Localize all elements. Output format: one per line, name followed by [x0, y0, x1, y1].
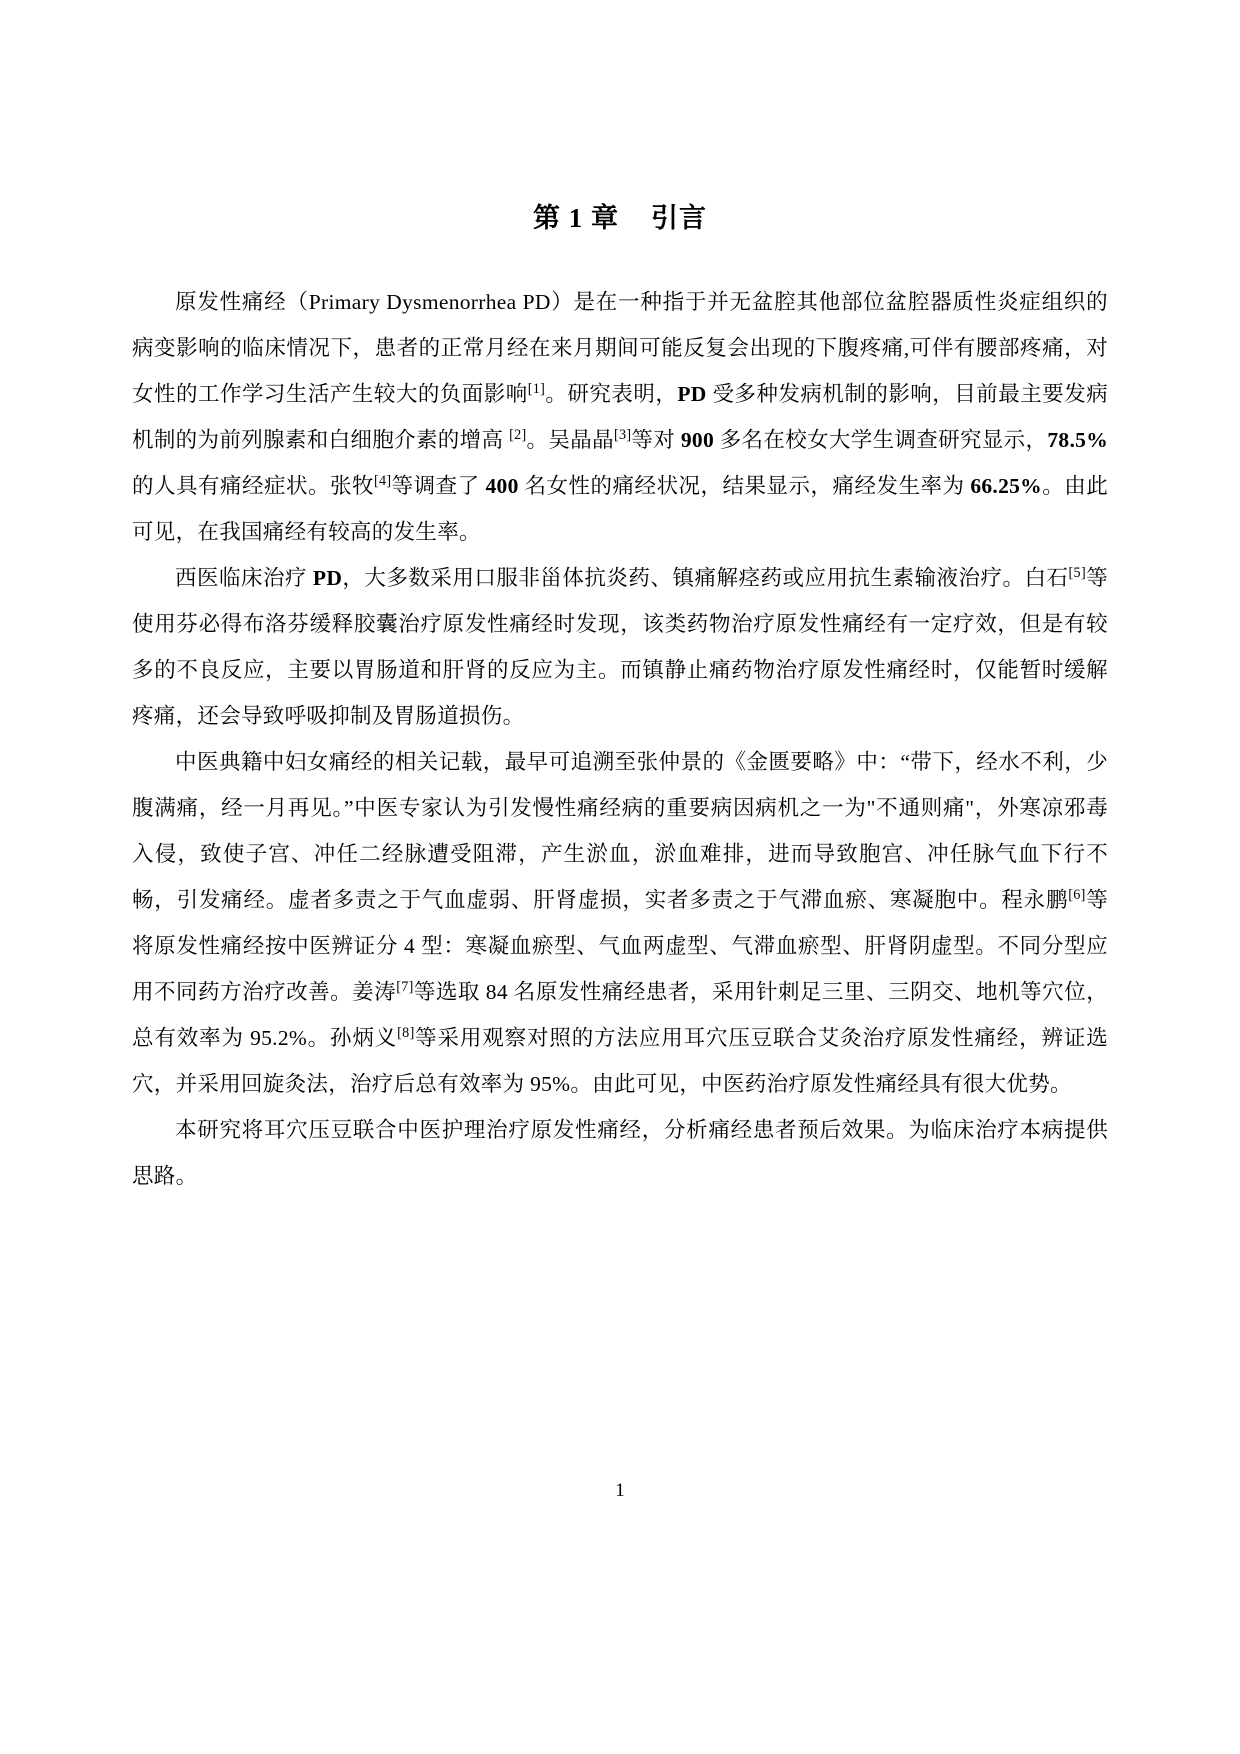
- page-content: [132, 196, 1108, 1199]
- paragraph-1: [132, 279, 1108, 555]
- paragraph-text: 原发性痛经（Primary Dysmenorrhea PD）是在一种指于并无盆腔其他部位盆腔器质性炎症组织的病变影响的临床情况下，患者的正常月经在来月期间可能反复会出现的下腹疼痛,可伴有腰部疼痛，对女性的工作学习生活产生较大的负面影响[1]。研究表明，PD 受多种发病机制的影响，目前最主要发病机制的为前列腺素和白细胞介素的增高 [2]。吴晶晶[3]等对 900 多名在校女大学生调查研究显示，78.5%的人具有痛经症状。张牧[4]等调查了 400 名女性的痛经状况，结果显示，痛经发生率为 66.25%。由此可见，在我国痛经有较高的发生率。: [132, 290, 1108, 544]
- paragraph-3: [132, 739, 1108, 1107]
- reference-marker-5: [5]: [1068, 564, 1086, 581]
- chapter-title-left: 第 1 章: [533, 203, 619, 233]
- page-number: 1: [615, 1480, 625, 1501]
- reference-marker-6: [6]: [1068, 886, 1086, 903]
- chapter-title-right: 引言: [651, 203, 707, 233]
- reference-marker-8: [8]: [397, 1024, 415, 1041]
- reference-marker-4: [4]: [373, 472, 392, 489]
- paragraph-2: [132, 555, 1108, 739]
- page-title: [132, 196, 1108, 235]
- paragraph-4: [132, 1107, 1108, 1199]
- reference-marker-3: [3]: [613, 426, 632, 443]
- paragraph-text: 西医临床治疗 PD，大多数采用口服非甾体抗炎药、镇痛解痉药或应用抗生素输液治疗。白石[5]等使用芬必得布洛芬缓释胶囊治疗原发性痛经时发现，该类药物治疗原发性痛经有一定疗效，但是有较多的不良反应，主要以胃肠道和肝肾的反应为主。而镇静止痛药物治疗原发性痛经时，仅能暂时缓解疼痛，还会导致呼吸抑制及胃肠道损伤。: [132, 564, 1108, 728]
- reference-marker-1: [1]: [527, 380, 546, 397]
- reference-marker-2: [2]: [509, 426, 527, 443]
- reference-marker-7: [7]: [396, 978, 414, 995]
- paragraph-text: 中医典籍中妇女痛经的相关记载，最早可追溯至张仲景的《金匮要略》中：“带下，经水不利，少腹满痛，经一月再见。”中医专家认为引发慢性痛经病的重要病因病机之一为"不通则痛"，外寒凉邪毒入侵，致使子宫、冲任二经脉遭受阻滞，产生淤血，淤血难排，进而导致胞宫、冲任脉气血下行不畅，引发痛经。虚者多责之于气血虚弱、肝肾虚损，实者多责之于气滞血瘀、寒凝胞中。程永鹏[6]等将原发性痛经按中医辨证分 4 型：寒凝血瘀型、气血两虚型、气滞血瘀型、肝肾阴虚型。不同分型应用不同药方治疗改善。姜涛[7]等选取 84 名原发性痛经患者，采用针刺足三里、三阴交、地机等穴位，总有效率为 95.2%。孙炳义[8]等采用观察对照的方法应用耳穴压豆联合艾灸治疗原发性痛经，辨证选穴，并采用回旋灸法，治疗后总有效率为 95%。由此可见，中医药治疗原发性痛经具有很大优势。: [132, 750, 1109, 1096]
- paragraph-text: 本研究将耳穴压豆联合中医护理治疗原发性痛经，分析痛经患者预后效果。为临床治疗本病提供思路。: [132, 1118, 1108, 1188]
